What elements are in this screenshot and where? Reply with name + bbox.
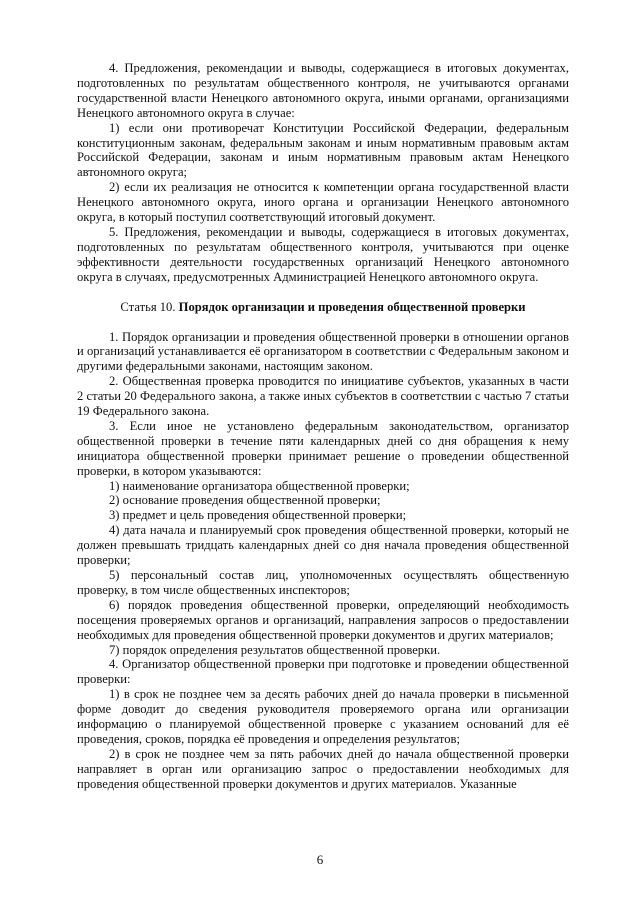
paragraph-article-item3: 3. Если иное не установлено федеральным законодательством, организатор общественной проверки в течение пяти календарных дней со дня обращения к нему инициатора общественной проверки принимает решение о проведении общественной проверки, в котором указываются: (77, 418, 569, 478)
list-item-subject-purpose: 3) предмет и цель проведения общественной проверки; (109, 508, 407, 523)
article-title: Порядок организации и проведения общественной проверки (178, 299, 526, 314)
list-item-notification: 1) в срок не позднее чем за десять рабочих дней до начала проверки в письменной форме доводит до сведения руководителя проверяемого органа или организации информацию о планируемой общественной проверке с указанием оснований для её проведения, сроков, порядка её проведения и определения результатов; (77, 687, 569, 746)
list-item-basis: 2) основание проведения общественной проверки; (109, 493, 381, 508)
document-page (77, 61, 569, 792)
article-heading (77, 300, 569, 315)
paragraph-article-item1: 1. Порядок организации и проведения общественной проверки в отношении органов и организаций устанавливается её организатором в соответствии с Федеральным законом и другими федеральными законами, настоящим законом. (77, 329, 569, 374)
list-item-personnel: 5) персональный состав лиц, уполномоченных осуществлять общественную проверку, в том числе общественных инспекторов; (77, 568, 569, 597)
list-item-document-request: 2) в срок не позднее чем за пять рабочих дней до начала общественной проверки направляет в орган или организацию запрос о предоставлении необходимых для проведения общественной проверки документов и других материалов. Указанные (77, 746, 569, 791)
list-item-procedure: 6) порядок проведения общественной проверки, определяющий необходимость посещения проверяемых органов и организаций, направления запросов о предоставлении необходимых для проведения общественной проверки документов и других материалов; (77, 597, 569, 642)
paragraph-section9-item4-sub2: 2) если их реализация не относится к компетенции органа государственной власти Ненецкого автономного округа, иного органа и организации Ненецкого автономного округа, в который поступил соответствующий итоговый документ. (77, 180, 569, 225)
list-item-results: 7) порядок определения результатов общественной проверки. (109, 642, 441, 657)
paragraph-article-item4: 4. Организатор общественной проверки при подготовке и проведении общественной проверки: (77, 657, 569, 687)
paragraph-article-item2: 2. Общественная проверка проводится по инициативе субъектов, указанных в части 2 статьи 20 Федерального закона, а также иных субъектов в соответствии с частью 7 статьи 19 Федерального закона. (77, 374, 569, 419)
list-item-dates: 4) дата начала и планируемый срок проведения общественной проверки, который не должен превышать тридцать календарных дней со дня начала проведения общественной проверки; (77, 523, 569, 568)
paragraph-section9-item4: 4. Предложения, рекомендации и выводы, содержащиеся в итоговых документах, подготовленных по результатам общественного контроля, не учитываются органами государственной власти Ненецкого автономного округа, иными органами, организациями Ненецкого автономного округа в случае: (77, 61, 569, 120)
list-item-organizer-name: 1) наименование организатора общественной проверки; (109, 478, 410, 493)
article-number: Статья 10. (120, 299, 176, 314)
paragraph-section9-item5: 5. Предложения, рекомендации и выводы, содержащиеся в итоговых документах, подготовленных по результатам общественного контроля, учитываются при оценке эффективности деятельности государственных организаций Ненецкого автономного округа в случаях, предусмотренных Администрацией Ненецкого автономного округа. (77, 224, 569, 284)
page-number: 6 (316, 852, 324, 867)
paragraph-section9-item4-sub1: 1) если они противоречат Конституции Российской Федерации, федеральным конституционным законам, федеральным законам и иным нормативным правовым актам Российской Федерации, законам и иным нормативным правовым актам Ненецкого автономного округа; (77, 120, 569, 180)
